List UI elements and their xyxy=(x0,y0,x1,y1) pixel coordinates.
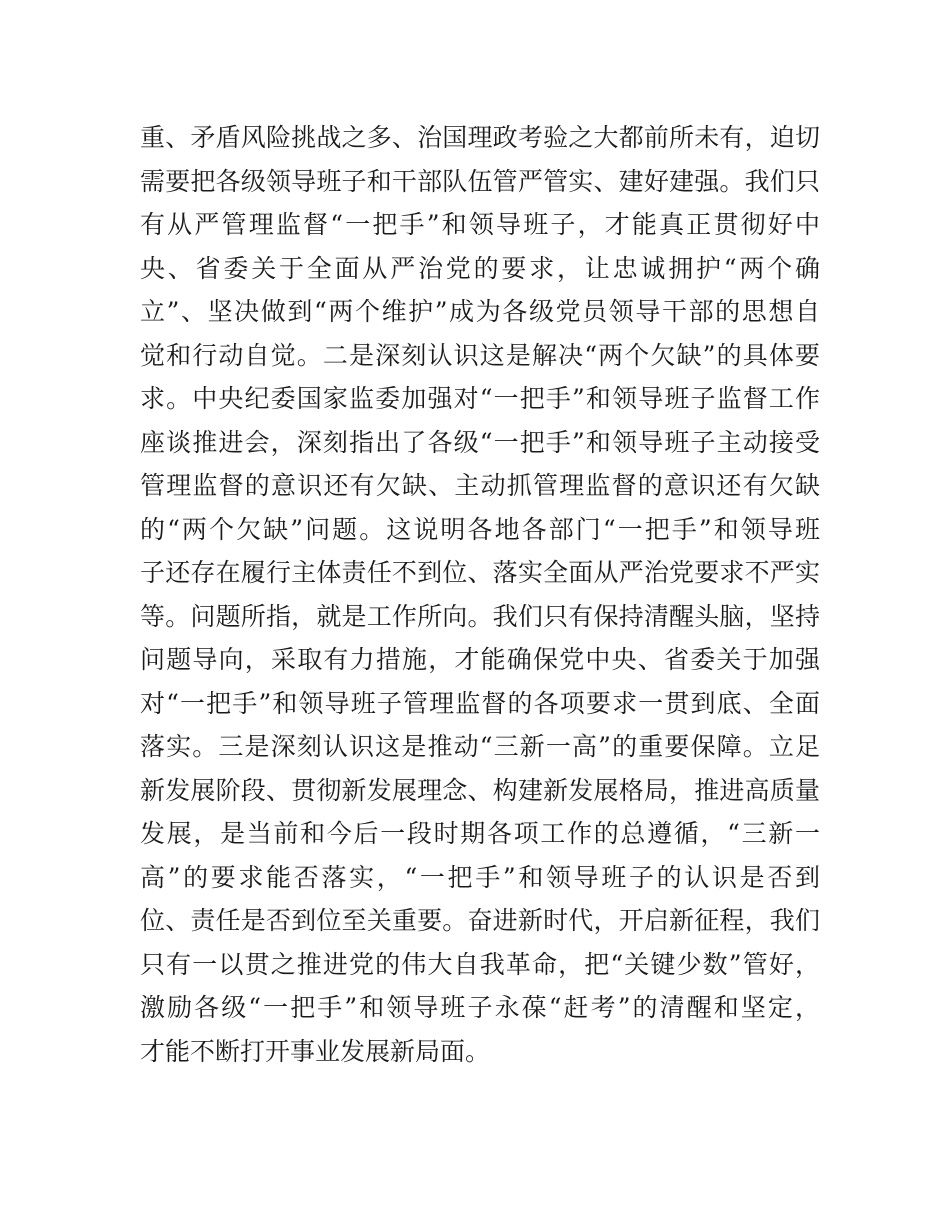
text-line: 位、责任是否到位至关重要。奋进新时代，开启新征程，我们 xyxy=(140,906,820,935)
text-line: 立”、坚决做到“两个维护”成为各级党员领导干部的思想自 xyxy=(140,297,820,326)
text-line: 管理监督的意识还有欠缺、主动抓管理监督的意识还有欠缺 xyxy=(140,471,820,500)
text-line: 等。问题所指，就是工作所向。我们只有保持清醒头脑，坚持 xyxy=(140,601,820,631)
text-line: 高”的要求能否落实，“一把手”和领导班子的认识是否到 xyxy=(140,862,820,892)
text-line: 的“两个欠缺”问题。这说明各地各部门“一把手”和领导班 xyxy=(140,514,820,544)
text-line: 觉和行动自觉。二是深刻认识这是解决“两个欠缺”的具体要 xyxy=(140,340,820,370)
text-line: 有从严管理监督“一把手”和领导班子，才能真正贯彻好中 xyxy=(140,210,820,239)
text-line: 发展，是当前和今后一段时期各项工作的总遵循，“三新一 xyxy=(140,819,820,848)
text-line: 对“一把手”和领导班子管理监督的各项要求一贯到底、全面 xyxy=(140,688,820,718)
text-line: 求。中央纪委国家监委加强对“一把手”和领导班子监督工作 xyxy=(140,384,820,413)
text-line: 央、省委关于全面从严治党的要求，让忠诚拥护“两个确 xyxy=(140,253,820,283)
text-line: 问题导向，采取有力措施，才能确保党中央、省委关于加强 xyxy=(140,645,820,674)
text-line: 只有一以贯之推进党的伟大自我革命，把“关键少数”管好， xyxy=(140,949,820,979)
text-line: 重、矛盾风险挑战之多、治国理政考验之大都前所未有，迫切 xyxy=(140,123,820,152)
text-line: 才能不断打开事业发展新局面。 xyxy=(140,1036,491,1066)
body-paragraph xyxy=(140,116,820,1073)
text-line: 新发展阶段、贯彻新发展理念、构建新发展格局，推进高质量 xyxy=(140,775,820,805)
text-line: 落实。三是深刻认识这是推动“三新一高”的重要保障。立足 xyxy=(140,732,820,761)
text-line: 激励各级“一把手”和领导班子永葆“赶考”的清醒和坚定， xyxy=(140,993,820,1022)
text-line: 需要把各级领导班子和干部队伍管严管实、建好建强。我们只 xyxy=(140,166,820,196)
text-line: 座谈推进会，深刻指出了各级“一把手”和领导班子主动接受 xyxy=(140,427,820,457)
text-line: 子还存在履行主体责任不到位、落实全面从严治党要求不严实 xyxy=(140,558,820,587)
